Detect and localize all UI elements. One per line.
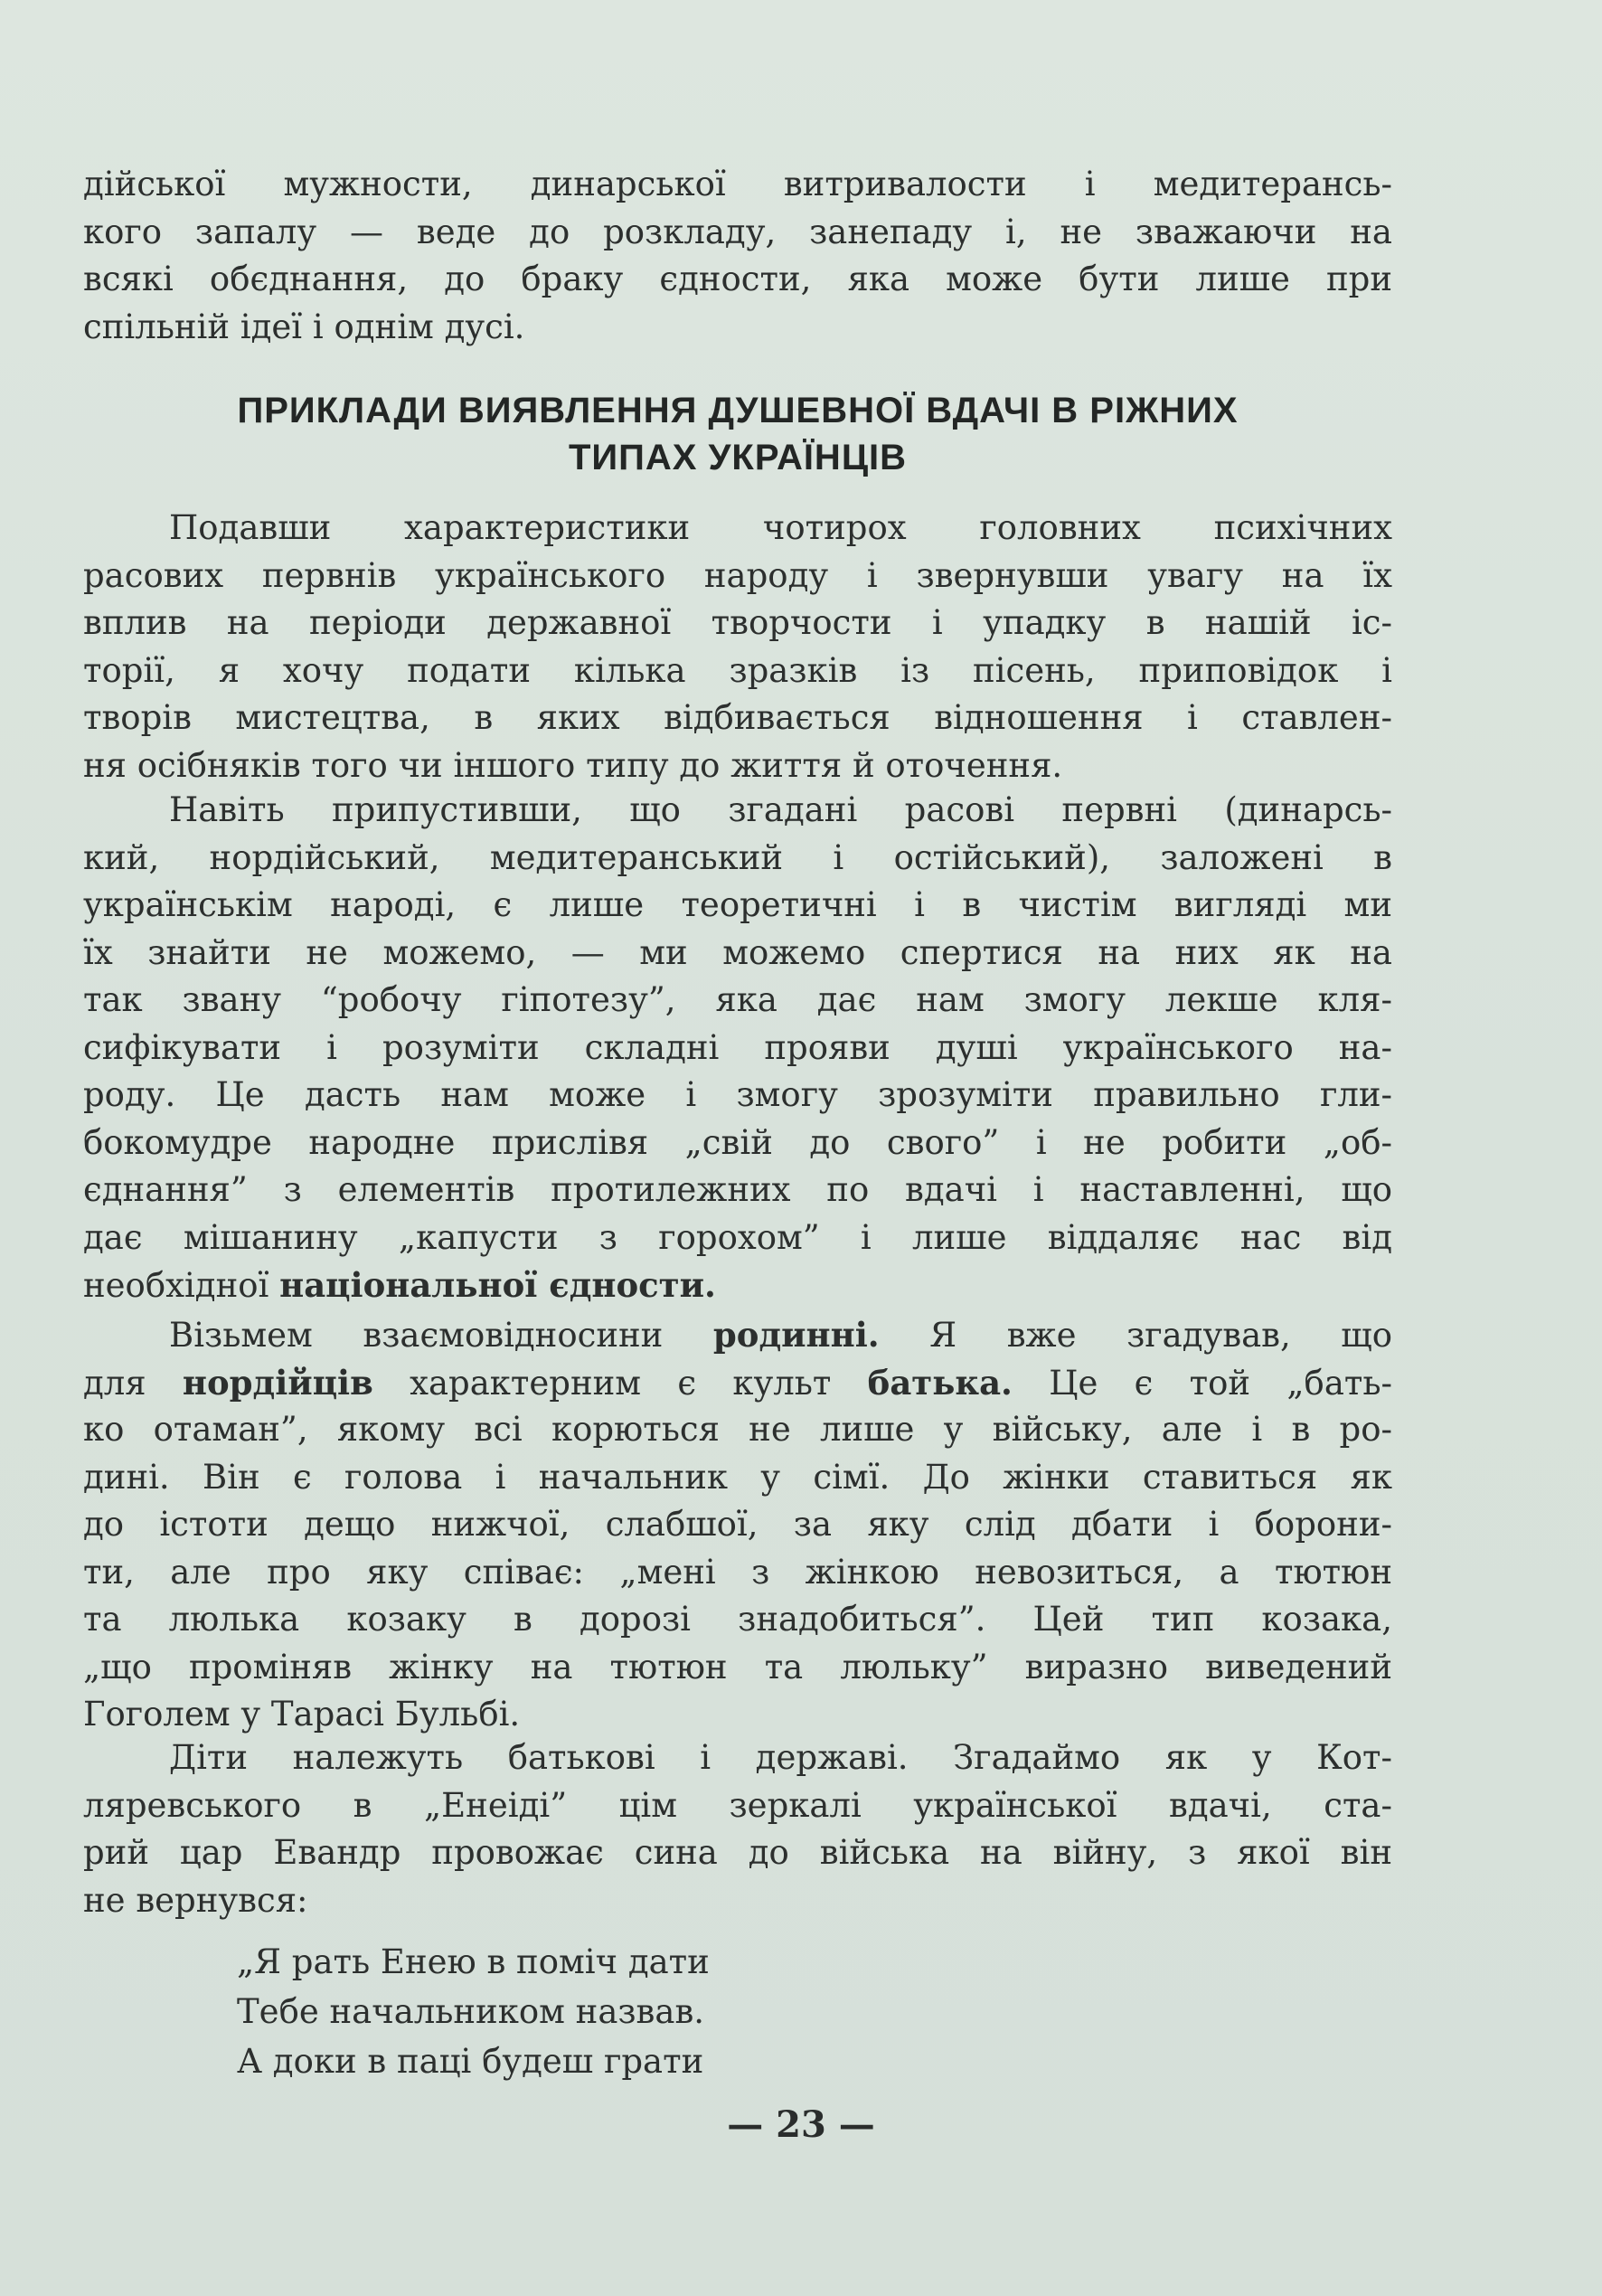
text-line: рий цар Евандр провожає сина до війська на війну, з якої він xyxy=(83,1833,1392,1872)
bold-phrase: нордійців xyxy=(182,1362,373,1403)
text-line: творів мистецтва, в яких відбивається відношення і ставлен- xyxy=(83,698,1392,737)
text-line: бокомудре народне прислівя „свій до свого” і не робити „об- xyxy=(83,1122,1392,1162)
text-line: расових первнів українського народу і звернувши увагу на їх xyxy=(83,555,1392,595)
text-line: українськім народі, є лише теоретичні і в чистім вигляді ми xyxy=(83,885,1392,924)
heading-line: ТИПАХ УКРАЇНЦІВ xyxy=(568,438,908,477)
text-line: Гоголем у Тарасі Бульбі. xyxy=(83,1695,521,1734)
bold-phrase: батька. xyxy=(867,1362,1013,1403)
text-line: не вернувся: xyxy=(83,1880,308,1920)
heading-line: ПРИКЛАДИ ВИЯВЛЕННЯ ДУШЕВНОЇ ВДАЧІ В РІЖНИХ xyxy=(237,391,1239,430)
text-run: Це є той „бать- xyxy=(1012,1363,1392,1403)
paragraph xyxy=(83,1734,1392,1924)
paragraph xyxy=(83,787,1392,1309)
text-run: характерним є культ xyxy=(372,1363,868,1403)
text-line: та люлька козаку в дорозі знадобиться”. Цей тип козака, xyxy=(83,1600,1392,1639)
text-line: сифікувати і розуміти складні прояви душі українського на- xyxy=(83,1027,1392,1067)
text-line: Подавши характеристики чотирох головних психічних xyxy=(169,508,1392,547)
poem-line: А доки в паці будеш грати xyxy=(237,2042,704,2081)
text-line: кого запалу — веде до розкладу, занепаду і, не зважаючи на xyxy=(83,212,1392,251)
text-line: всякі обєднання, до браку єдности, яка може бути лише при xyxy=(83,260,1392,298)
bold-phrase: національної єдности. xyxy=(279,1265,716,1305)
poem-quote xyxy=(237,1937,710,2086)
text-line: їх знайти не можемо, — ми можемо спертися на них як на xyxy=(83,932,1392,972)
text-line: Діти належуть батькові і державі. Згадаймо як у Кот- xyxy=(169,1738,1392,1777)
page-number: — 23 — xyxy=(727,2103,875,2146)
text-run: Я вже згадував, що xyxy=(879,1316,1392,1355)
text-run: Візьмем взаємовідносини xyxy=(169,1316,713,1355)
text-line: ляревського в „Енеіді” цім зеркалі української вдачі, ста- xyxy=(83,1785,1392,1825)
poem-line: Тебе начальником назвав. xyxy=(237,1992,705,2031)
text-line: так звану “робочу гіпотезу”, яка дає нам змогу лекше кля- xyxy=(83,980,1392,1019)
text-line: спільній ідеї і однім дусі. xyxy=(83,307,525,346)
text-line: ти, але про яку співає: „мені з жінкою невозиться, а тютюн xyxy=(83,1552,1392,1592)
poem-line: „Я рать Енею в поміч дати xyxy=(237,1942,710,1981)
text-line: дині. Він є голова і начальник у сімї. До жінки ставиться як xyxy=(83,1457,1392,1497)
section-heading xyxy=(83,387,1392,481)
text-line: Навіть припустивши, що згадані расові первні (динарсь- xyxy=(169,790,1392,829)
text-line: торії, я хочу подати кілька зразків із пісень, приповідок і xyxy=(83,650,1392,690)
text-line xyxy=(83,1311,1392,1359)
paragraph xyxy=(83,1311,1392,1739)
bold-phrase: родинні. xyxy=(712,1315,880,1355)
intro-paragraph xyxy=(83,161,1392,351)
text-line: єднання” з елементів протилежних по вдачі і наставленні, що xyxy=(83,1170,1392,1209)
text-line: „що проміняв жінку на тютюн та люльку” виразно виведений xyxy=(83,1647,1392,1687)
text-line: роду. Це дасть нам може і змогу зрозуміти правильно гли- xyxy=(83,1075,1392,1114)
text-run: необхідної xyxy=(83,1266,280,1305)
text-line: до істоти дещо нижчої, слабшої, за яку слід дбати і борони- xyxy=(83,1505,1392,1544)
text-line: вплив на періоди державної творчости і упадку в нашій іс- xyxy=(83,603,1392,642)
text-line: ня осібняків того чи іншого типу до життя й оточення. xyxy=(83,745,1063,785)
paragraph xyxy=(83,505,1392,789)
text-line: ко отаман”, якому всі корються не лише у війську, але і в ро- xyxy=(83,1410,1392,1449)
text-line: дає мішанину „капусти з горохом” і лише віддаляє нас від xyxy=(83,1217,1392,1257)
text-run: для xyxy=(83,1363,183,1403)
text-line xyxy=(83,1359,1392,1407)
text-line xyxy=(83,1261,1392,1309)
text-line: дійської мужности, динарської витривалости і медитерансь- xyxy=(83,165,1392,203)
text-line: кий, нордійський, медитеранський і остійський), заложені в xyxy=(83,837,1392,877)
